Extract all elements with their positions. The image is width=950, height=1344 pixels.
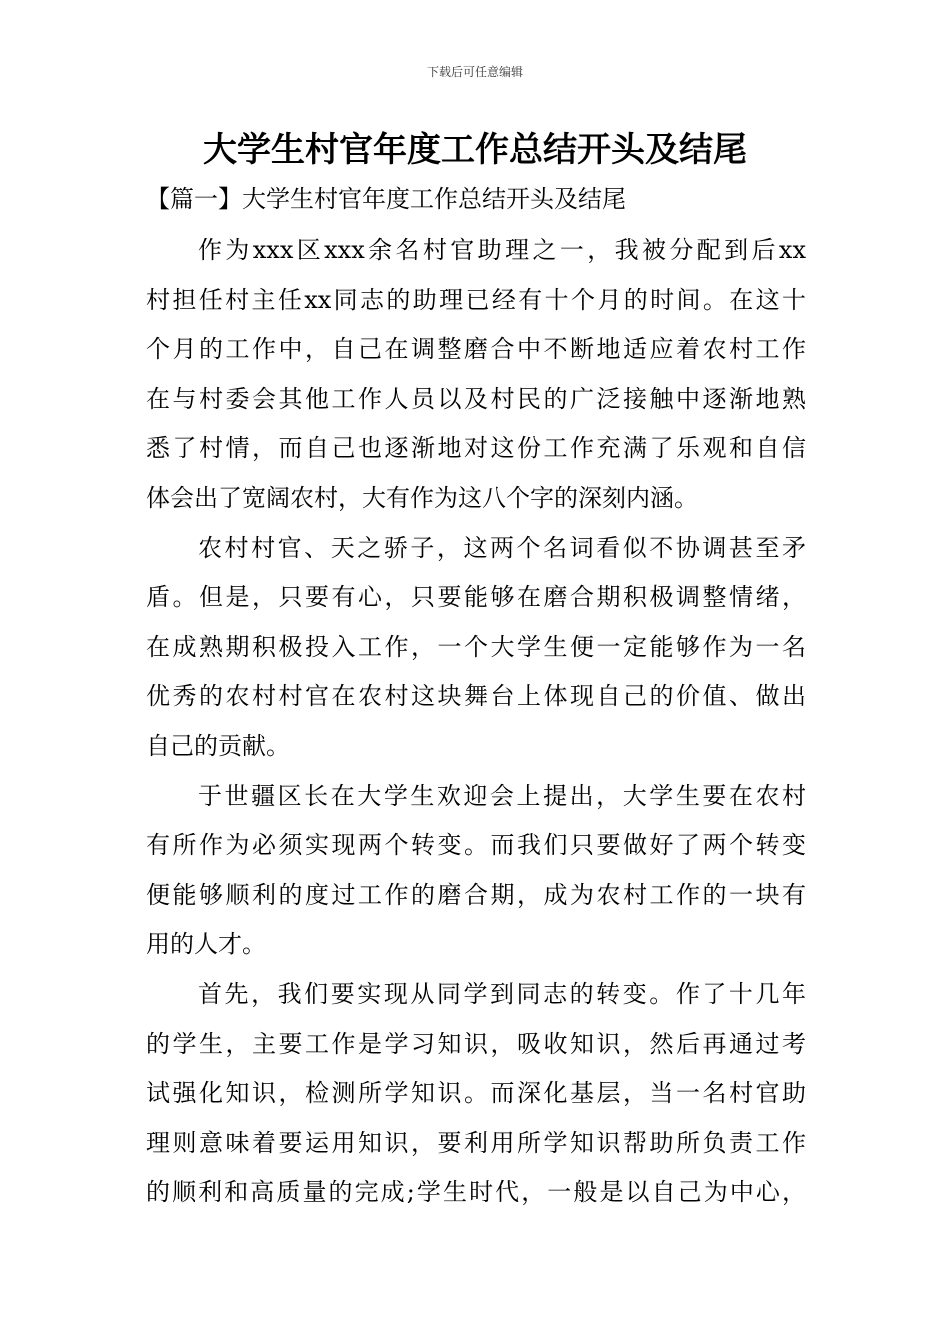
text-line: 的顺利和高质量的完成;学生时代，一般是以自己为中心， — [146, 1178, 806, 1207]
text-line: 在成熟期积极投入工作，一个大学生便一定能够作为一名 — [146, 632, 806, 661]
text-line: 村担任村主任xx同志的助理已经有十个月的时间。在这十 — [146, 285, 806, 314]
text-line: 体会出了宽阔农村，大有作为这八个字的深刻内涵。 — [146, 483, 698, 512]
text-line: 农村村官、天之骄子，这两个名词看似不协调甚至矛 — [198, 533, 806, 562]
text-line: 悉了村情，而自己也逐渐地对这份工作充满了乐观和自信 — [146, 434, 806, 463]
text-line: 于世疆区长在大学生欢迎会上提出，大学生要在农村 — [198, 781, 806, 810]
text-line: 试强化知识，检测所学知识。而深化基层，当一名村官助 — [146, 1079, 806, 1108]
paragraph — [146, 226, 806, 524]
section-heading: 【篇一】大学生村官年度工作总结开头及结尾 — [146, 185, 626, 213]
text-line: 自己的贡献。 — [146, 731, 290, 760]
text-line: 盾。但是，只要有心，只要能够在磨合期积极调整情绪， — [146, 583, 806, 612]
text-line: 理则意味着要运用知识，要利用所学知识帮助所负责工作 — [146, 1128, 806, 1157]
text-line: 用的人才。 — [146, 930, 266, 959]
paragraph — [146, 970, 806, 1218]
header-note: 下载后可任意编辑 — [426, 65, 523, 79]
text-line: 优秀的农村村官在农村这块舞台上体现自己的价值、做出 — [146, 682, 806, 711]
text-line: 的学生，主要工作是学习知识，吸收知识，然后再通过考 — [146, 1029, 806, 1058]
document-title: 大学生村官年度工作总结开头及结尾 — [203, 130, 747, 170]
text-line: 便能够顺利的度过工作的磨合期，成为农村工作的一块有 — [146, 880, 806, 909]
text-line: 个月的工作中，自己在调整磨合中不断地适应着农村工作 — [146, 335, 806, 364]
text-line: 作为xxx区xxx余名村官助理之一，我被分配到后xx — [198, 236, 806, 264]
paragraph — [146, 524, 806, 772]
text-line: 有所作为必须实现两个转变。而我们只要做好了两个转变 — [146, 831, 806, 860]
body-text — [146, 226, 806, 1218]
paragraph — [146, 772, 806, 970]
text-line: 在与村委会其他工作人员以及村民的广泛接触中逐渐地熟 — [146, 384, 806, 413]
text-line: 首先，我们要实现从同学到同志的转变。作了十几年 — [198, 979, 806, 1008]
